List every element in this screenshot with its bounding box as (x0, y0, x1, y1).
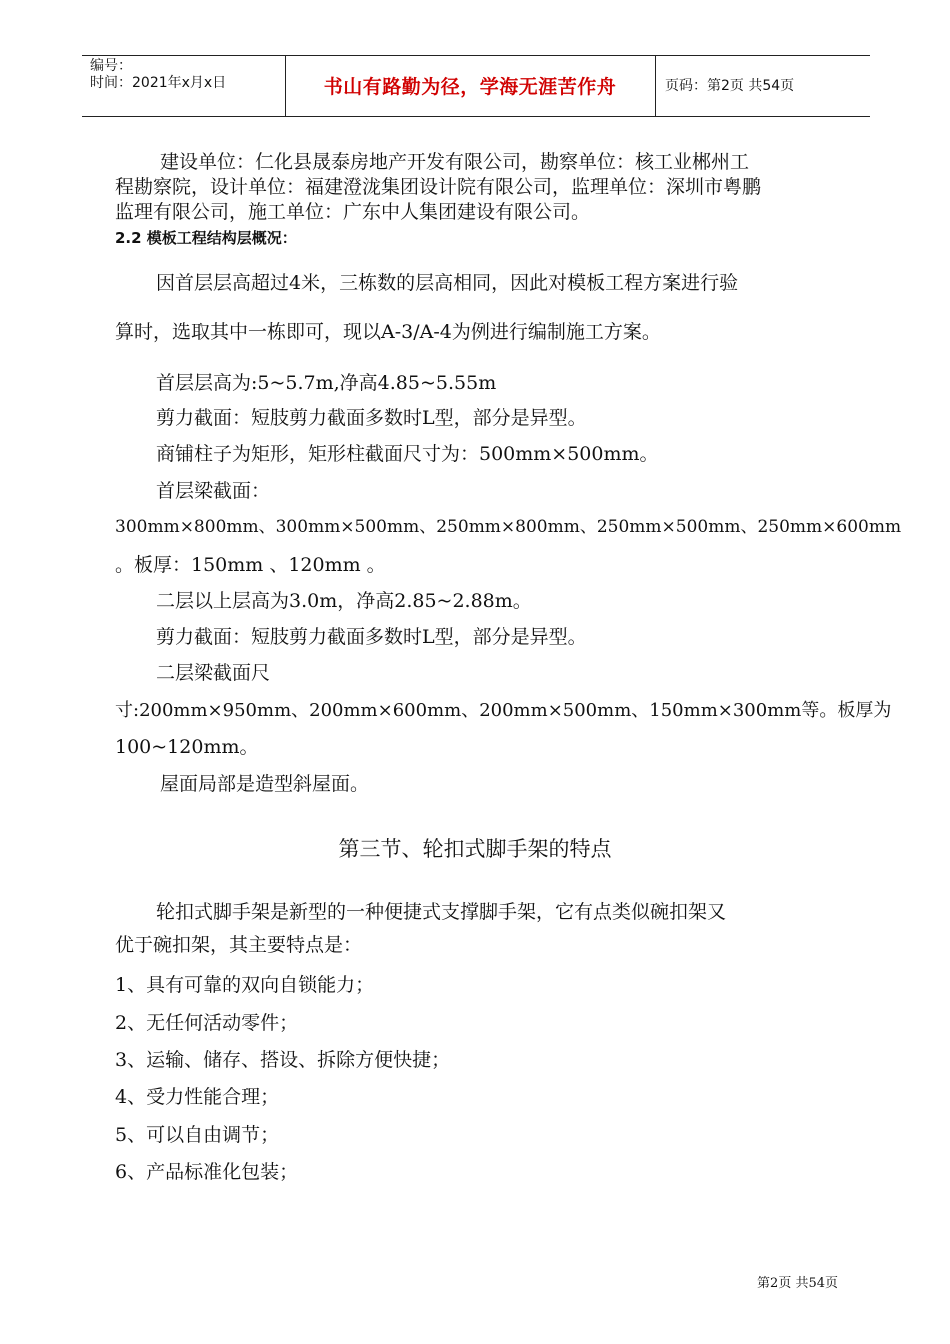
paragraph-line: 因首层层高超过4米，三栋数的层高相同，因此对模板工程方案进行验 (156, 272, 739, 294)
section-title: 第三节、轮扣式脚手架的特点 (338, 837, 612, 861)
feature-item: 6、产品标准化包装； (115, 1161, 299, 1183)
section-heading-2-2: 2.2 模板工程结构层概况： (115, 229, 297, 247)
paragraph-line: 轮扣式脚手架是新型的一种便捷式支撑脚手架，它有点类似碗扣架又 (156, 901, 727, 923)
spec-line: 寸:200mm×950mm、200mm×600mm、200mm×500mm、150mm×300mm等。板厚为 (115, 700, 892, 721)
footer-page-number: 第2页 共54页 (757, 1276, 838, 1291)
number-label: 编号： (90, 58, 132, 74)
paragraph-line: 程勘察院，设计单位：福建澄泷集团设计院有限公司，监理单位：深圳市粤鹏 (115, 176, 762, 198)
spec-line: 二层梁截面尺 (156, 662, 271, 684)
paragraph-line: 建设单位：仁化县晟泰房地产开发有限公司，勘察单位：核工业郴州工 (160, 151, 750, 173)
spec-line: 二层以上层高为3.0m，净高2.85~2.88m。 (156, 590, 532, 612)
paragraph-line: 算时，选取其中一栋即可，现以A-3/A-4为例进行编制施工方案。 (115, 321, 661, 343)
header-page-info: 页码：第2页 共54页 (665, 78, 795, 94)
spec-line: 首层层高为:5~5.7m,净高4.85~5.55m (156, 372, 497, 394)
feature-item: 4、受力性能合理； (115, 1086, 280, 1108)
feature-item: 3、运输、储存、搭设、拆除方便快捷； (115, 1049, 451, 1071)
header-meta (90, 58, 226, 92)
spec-line: 剪力截面：短肢剪力截面多数时L型，部分是异型。 (156, 407, 587, 429)
spec-line: 屋面局部是造型斜屋面。 (160, 773, 370, 795)
header-motto: 书山有路勤为径，学海无涯苦作舟 (323, 76, 617, 98)
feature-item: 1、具有可靠的双向自锁能力； (115, 974, 375, 996)
time-label: 时间：2021年x月x日 (90, 75, 227, 91)
spec-line: 首层梁截面： (156, 480, 271, 502)
feature-item: 5、可以自由调节； (115, 1124, 280, 1146)
spec-line: 商铺柱子为矩形，矩形柱截面尺寸为：500mm×500mm。 (156, 443, 659, 465)
feature-item: 2、无任何活动零件； (115, 1012, 299, 1034)
paragraph-line: 优于碗扣架，其主要特点是： (115, 934, 363, 956)
spec-line: 100~120mm。 (115, 736, 259, 758)
spec-line: 。板厚：150mm 、120mm 。 (115, 554, 386, 576)
spec-line: 300mm×800mm、300mm×500mm、250mm×800mm、250mm×500mm、250mm×600mm (115, 517, 902, 537)
spec-line: 剪力截面：短肢剪力截面多数时L型，部分是异型。 (156, 626, 587, 648)
header-divider (655, 56, 656, 116)
page-header (82, 55, 870, 117)
paragraph-line: 监理有限公司，施工单位：广东中人集团建设有限公司。 (115, 201, 591, 223)
